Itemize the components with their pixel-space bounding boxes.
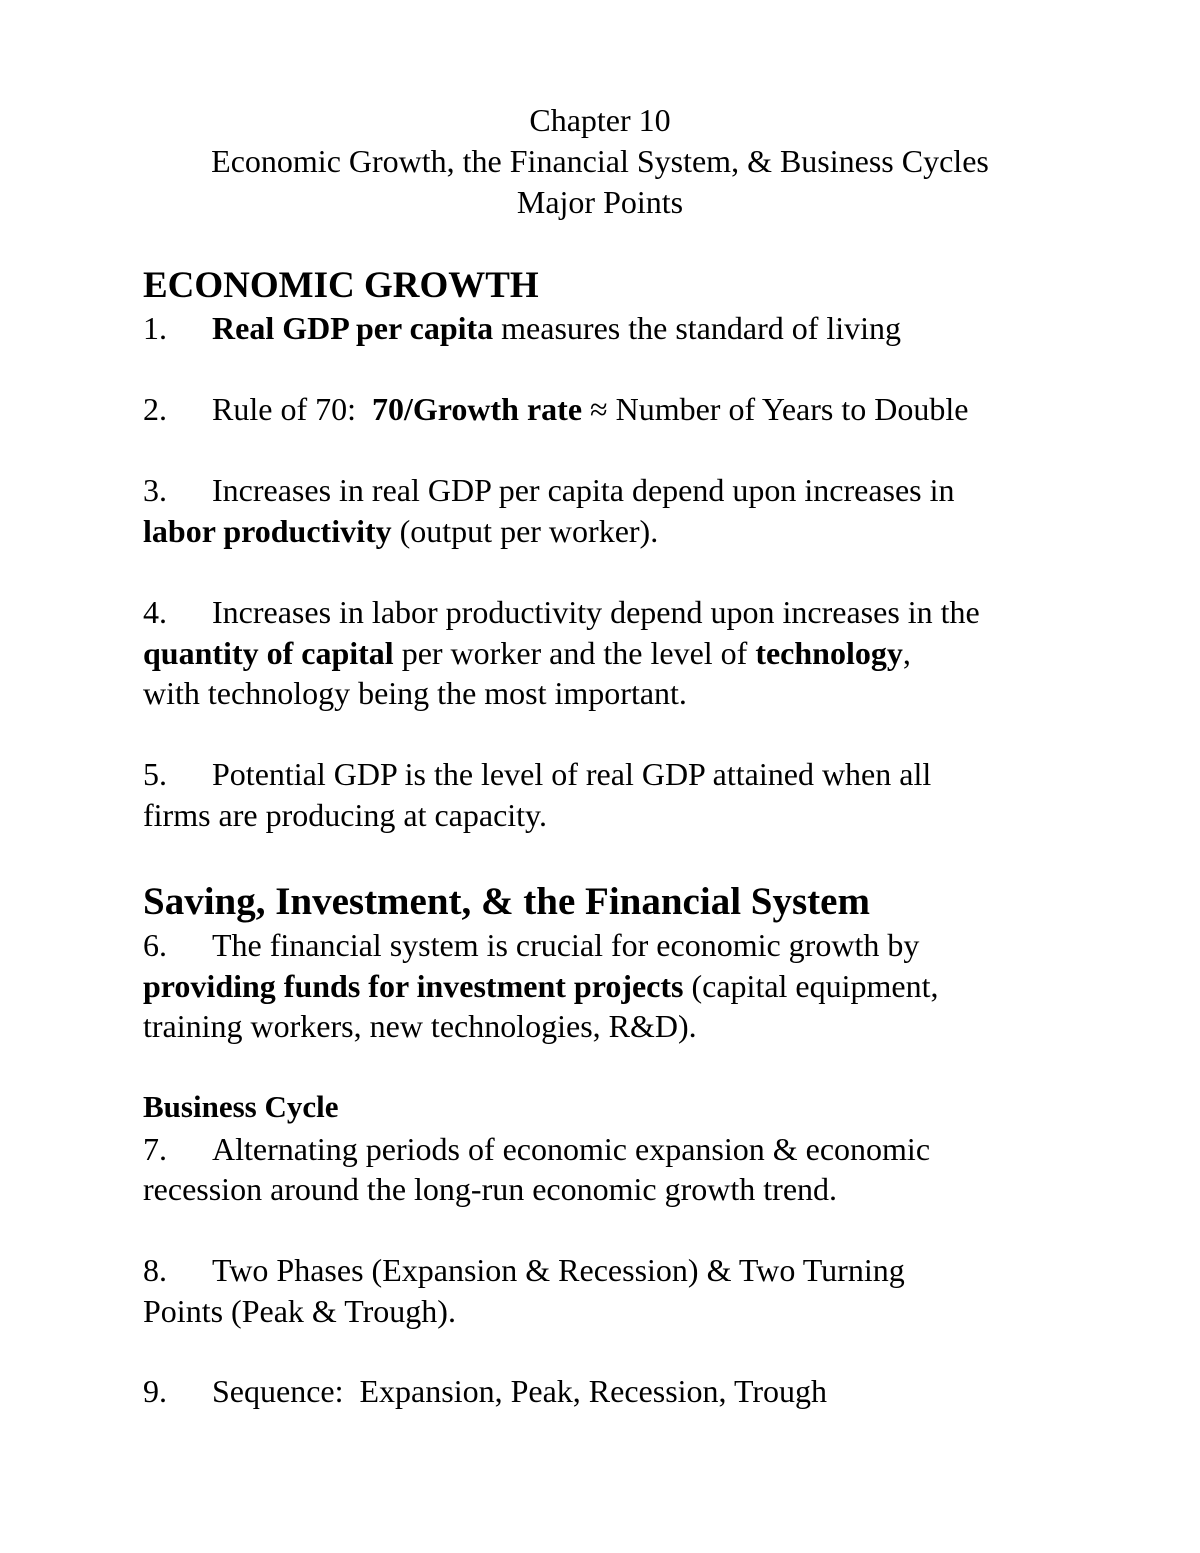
item-text: Increases in labor productivity depend upon increases in the [212,594,980,630]
item-bold-term: 70/Growth rate [371,391,583,427]
list-item-4-line-1 [143,592,980,632]
list-item-4-line-2 [143,633,911,673]
item-bold-term: providing funds for investment projects [143,968,684,1004]
item-number: 4. [143,594,167,630]
item-text: (output per worker). [391,513,659,549]
item-bold-term: Real GDP per capita [212,310,494,346]
item-text: measures the standard of living [493,310,902,346]
item-text: Increases in real GDP per capita depend upon increases in [212,472,955,508]
item-number: 5. [143,756,167,792]
list-item-6-line-3 [143,1006,697,1046]
list-item-6-line-2 [143,966,939,1006]
list-item-3-line-1 [143,470,955,510]
item-number: 2. [143,391,167,427]
item-text: per worker and the level of [393,635,756,671]
item-number: 9. [143,1373,167,1409]
list-item-7-line-1 [143,1129,930,1169]
item-text: Points (Peak & Trough). [143,1293,456,1329]
list-item-4-line-3 [143,673,687,713]
item-text: training workers, new technologies, R&D). [143,1008,697,1044]
list-item-8-line-1 [143,1250,905,1290]
item-number: 8. [143,1252,167,1288]
item-text: Sequence: Expansion, Peak, Recession, Trough [212,1373,828,1409]
item-text: The financial system is crucial for economic growth by [212,927,920,963]
section-heading-business-cycle: Business Cycle [143,1089,339,1124]
list-item-3-line-2 [143,511,658,551]
item-bold-term: technology [755,635,903,671]
document-subtitle: Major Points [516,184,684,220]
list-item-9 [143,1371,827,1411]
list-item-5-line-2 [143,795,547,835]
list-item-8-line-2 [143,1291,456,1331]
item-bold-term: quantity of capital [143,635,394,671]
item-text: recession around the long-run economic growth trend. [143,1171,838,1207]
list-item-1 [143,308,901,348]
item-number: 3. [143,472,167,508]
section-heading-economic-growth: ECONOMIC GROWTH [143,265,539,306]
item-bold-term: labor productivity [143,513,392,549]
item-number: 7. [143,1131,167,1167]
list-item-7-line-2 [143,1169,837,1209]
chapter-label: Chapter 10 [529,102,671,138]
title-block [0,100,1200,223]
item-text: Potential GDP is the level of real GDP attained when all [212,756,932,792]
list-item-2 [143,389,968,429]
item-text: ≈ Number of Years to Double [582,391,969,427]
section-heading-financial-system: Saving, Investment, & the Financial System [143,880,870,923]
item-text: , [902,635,911,671]
list-item-5-line-1 [143,754,931,794]
list-item-6-line-1 [143,925,919,965]
item-number: 1. [143,310,167,346]
item-text: firms are producing at capacity. [143,797,547,833]
item-text: Alternating periods of economic expansion & economic [212,1131,931,1167]
item-text: with technology being the most important. [143,675,687,711]
item-text: Two Phases (Expansion & Recession) & Two Turning [212,1252,905,1288]
item-prefix: Rule of 70: [212,391,372,427]
item-number: 6. [143,927,167,963]
item-text: (capital equipment, [683,968,939,1004]
document-title: Economic Growth, the Financial System, & Business Cycles [211,143,989,179]
